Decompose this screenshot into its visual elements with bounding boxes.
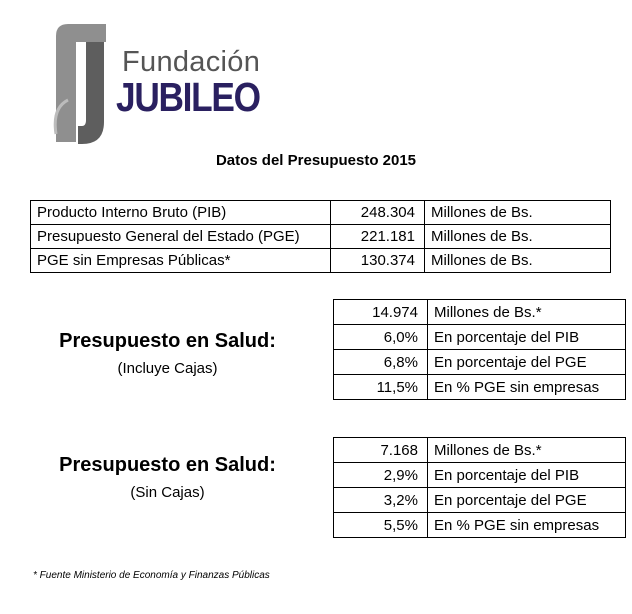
row-value: 248.304 bbox=[331, 201, 425, 225]
salud-con-cajas-table bbox=[333, 299, 626, 400]
row-unit: En % PGE sin empresas bbox=[428, 375, 626, 400]
row-unit: Millones de Bs. bbox=[425, 225, 611, 249]
source-footnote: * Fuente Ministerio de Economía y Finanzas Públicas bbox=[33, 570, 270, 581]
macro-indicators-table bbox=[30, 200, 611, 273]
row-value: 14.974 bbox=[334, 300, 428, 325]
row-value: 7.168 bbox=[334, 438, 428, 463]
table-row bbox=[334, 463, 626, 488]
table-row bbox=[334, 488, 626, 513]
logo-text-jubileo: JUBILEO bbox=[116, 74, 260, 120]
salud-con-cajas-title: Presupuesto en Salud: bbox=[59, 330, 276, 352]
row-value: 6,8% bbox=[334, 350, 428, 375]
logo-text-fundacion: Fundación bbox=[122, 46, 261, 78]
row-unit: En porcentaje del PIB bbox=[428, 325, 626, 350]
row-unit: Millones de Bs. bbox=[425, 201, 611, 225]
table-row bbox=[334, 300, 626, 325]
table-row bbox=[334, 513, 626, 538]
salud-sin-cajas-table bbox=[333, 437, 626, 538]
row-value: 221.181 bbox=[331, 225, 425, 249]
row-unit: Millones de Bs.* bbox=[428, 438, 626, 463]
row-unit: En porcentaje del PIB bbox=[428, 463, 626, 488]
page-title: Datos del Presupuesto 2015 bbox=[215, 152, 417, 169]
table-row bbox=[334, 350, 626, 375]
salud-con-cajas-subtitle: (Incluye Cajas) bbox=[117, 360, 218, 377]
row-value: 6,0% bbox=[334, 325, 428, 350]
row-label: Producto Interno Bruto (PIB) bbox=[31, 201, 331, 225]
table-row bbox=[334, 375, 626, 400]
table-row bbox=[31, 201, 611, 225]
table-row bbox=[334, 325, 626, 350]
row-label: Presupuesto General del Estado (PGE) bbox=[31, 225, 331, 249]
row-value: 130.374 bbox=[331, 249, 425, 273]
salud-sin-cajas-subtitle: (Sin Cajas) bbox=[130, 484, 205, 501]
row-value: 11,5% bbox=[334, 375, 428, 400]
logo-emblem-icon bbox=[48, 22, 118, 146]
row-value: 3,2% bbox=[334, 488, 428, 513]
row-unit: En % PGE sin empresas bbox=[428, 513, 626, 538]
row-value: 5,5% bbox=[334, 513, 428, 538]
fundacion-jubileo-logo bbox=[48, 22, 278, 146]
row-value: 2,9% bbox=[334, 463, 428, 488]
row-unit: En porcentaje del PGE bbox=[428, 350, 626, 375]
row-unit: Millones de Bs.* bbox=[428, 300, 626, 325]
salud-sin-cajas-title: Presupuesto en Salud: bbox=[59, 454, 276, 476]
row-unit: Millones de Bs. bbox=[425, 249, 611, 273]
row-unit: En porcentaje del PGE bbox=[428, 488, 626, 513]
table-row bbox=[31, 225, 611, 249]
table-row bbox=[31, 249, 611, 273]
row-label: PGE sin Empresas Públicas* bbox=[31, 249, 331, 273]
table-row bbox=[334, 438, 626, 463]
